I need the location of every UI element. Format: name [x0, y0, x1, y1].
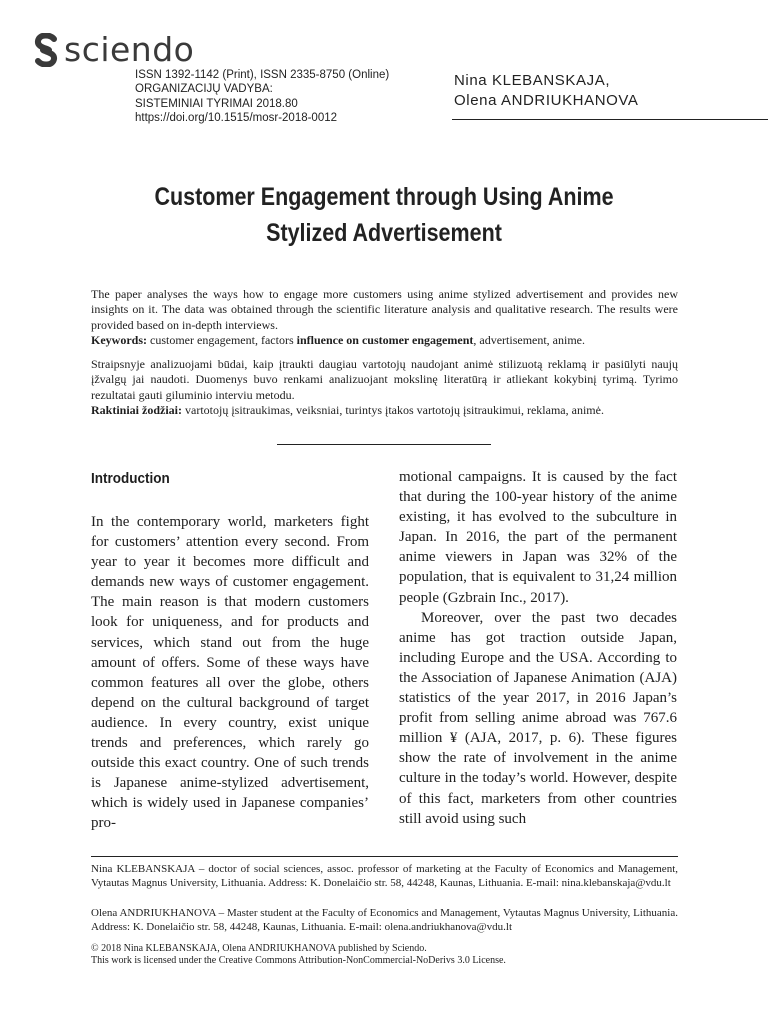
paragraph: motional campaigns. It is caused by the fact that during the 100-year history of the anime existing, it has evolved to the subculture in Japan. In 2016, the part of the permanent anime viewers in Japan was 32% of the population, that is equivalent to 31,24 million people (Gzbrain Inc., 2017). — [399, 469, 677, 606]
body-column-left — [91, 512, 369, 834]
issn-line: ISSN 1392-1142 (Print), ISSN 2335-8750 (Online) — [135, 69, 390, 81]
title-line-1: Customer Engagement through Using Anime — [154, 183, 614, 211]
footnote-rule — [91, 856, 678, 857]
body-column-right — [399, 467, 677, 829]
sciendo-s-icon — [34, 33, 58, 67]
article-title — [105, 179, 662, 251]
journal-name-line2: SISTEMINIAI TYRIMAI 2018.80 — [135, 97, 298, 110]
keywords-line — [91, 333, 678, 348]
journal-meta — [135, 68, 389, 126]
title-line-2: Stylized Advertisement — [266, 219, 502, 247]
license-line: This work is licensed under the Creative Commons Attribution-NonCommercial-NoDerivs 3.0 License. — [91, 954, 506, 966]
paragraph: Moreover, over the past two decades anime has got traction outside Japan, including Europe and the USA. According to the Association of Japanese Animation (AJA) statistics of the year 2017, in 2016 Japan’s profit from selling anime abroad was 767.6 million ¥ (AJA, 2017, p. 6). These figures show the rate of involvement in the anime culture in the today’s world. However, despite of this fact, marketers from other countries still avoid using such — [399, 609, 677, 827]
journal-name-line1: ORGANIZACIJŲ VADYBA: — [135, 83, 273, 96]
abstract-text: The paper analyses the ways how to engage more customers using anime stylized advertisement and provides new insights on it. The data was obtained through the scientific literature analysis and qualitative research. The results were provided based on in-depth interviews. — [91, 287, 678, 332]
keywords-label: Keywords: — [91, 333, 147, 348]
publisher-name: sciendo — [64, 30, 195, 69]
footnote-author-2: Olena ANDRIUKHANOVA – Master student at the Faculty of Economics and Management, Vytautas Magnus University, Lithuania. Address: K. Donelaičio str. 58, 44248, Kaunas, Lithuania. E-mail: olena.andriukhanova@vdu.lt — [91, 907, 678, 933]
keywords-lt-line — [91, 403, 678, 418]
author-1: Nina KLEBANSKAJA, — [454, 72, 611, 89]
keywords-part-a: customer engagement, factors — [147, 333, 297, 348]
keywords-lt-text: vartotojų įsitraukimas, veiksniai, turintys įtakos vartotojų įsitraukimui, reklama, animė. — [182, 403, 604, 418]
copyright-block — [91, 943, 678, 966]
copyright-line: © 2018 Nina KLEBANSKAJA, Olena ANDRIUKHANOVA published by Sciendo. — [91, 943, 427, 954]
section-heading: Introduction — [91, 470, 170, 487]
footnote-author-1: Nina KLEBANSKAJA – doctor of social sciences, assoc. professor of marketing at the Faculty of Economics and Management, Vytautas Magnus University, Lithuania. Address: K. Donelaičio str. 58, 44248, Kaunas, Lithuania. E-mail: nina.klebanskaja@vdu.lt — [91, 863, 678, 889]
paragraph: In the contemporary world, marketers fight for customers’ attention every second. From year to year it becomes more difficult and demands new ways of customer engagement. The main reason is that modern customers look for uniqueness, and for products and services, which stand out from the huge amount of offers. Some of these ways have common features all over the globe, others depend on the cultural background of target audience. In every country, exist unique trends and preferences, which rarely go outside this exact country. One of such trends is Japanese anime-stylized advertisement, which is widely used in Japanese companies’ pro- — [91, 514, 369, 832]
section-divider — [277, 444, 491, 445]
abstract-english — [91, 287, 678, 349]
publisher-logo — [34, 30, 194, 69]
keywords-lt-label: Raktiniai žodžiai: — [91, 403, 183, 418]
keywords-bold-part: influence on customer engagement — [296, 333, 474, 348]
abstract-lt-text: Straipsnyje analizuojami būdai, kaip įtraukti daugiau vartotojų naudojant animė stilizuotą reklamą ir pasiūlyti naujų įžvalgų jai naudoti. Duomenys buvo renkami analizuojant mokslinę literatūrą ir atliekant kokybinį tyrimą. Tyrimo rezultatai gauti giluminio interviu metodu. — [91, 357, 678, 402]
author-block — [454, 71, 639, 111]
abstract-lithuanian — [91, 357, 678, 419]
keywords-part-b: , advertisement, anime. — [473, 333, 586, 348]
doi-link[interactable]: https://doi.org/10.1515/mosr-2018-0012 — [135, 112, 338, 125]
header-rule — [452, 119, 768, 120]
author-2: Olena ANDRIUKHANOVA — [454, 92, 639, 109]
